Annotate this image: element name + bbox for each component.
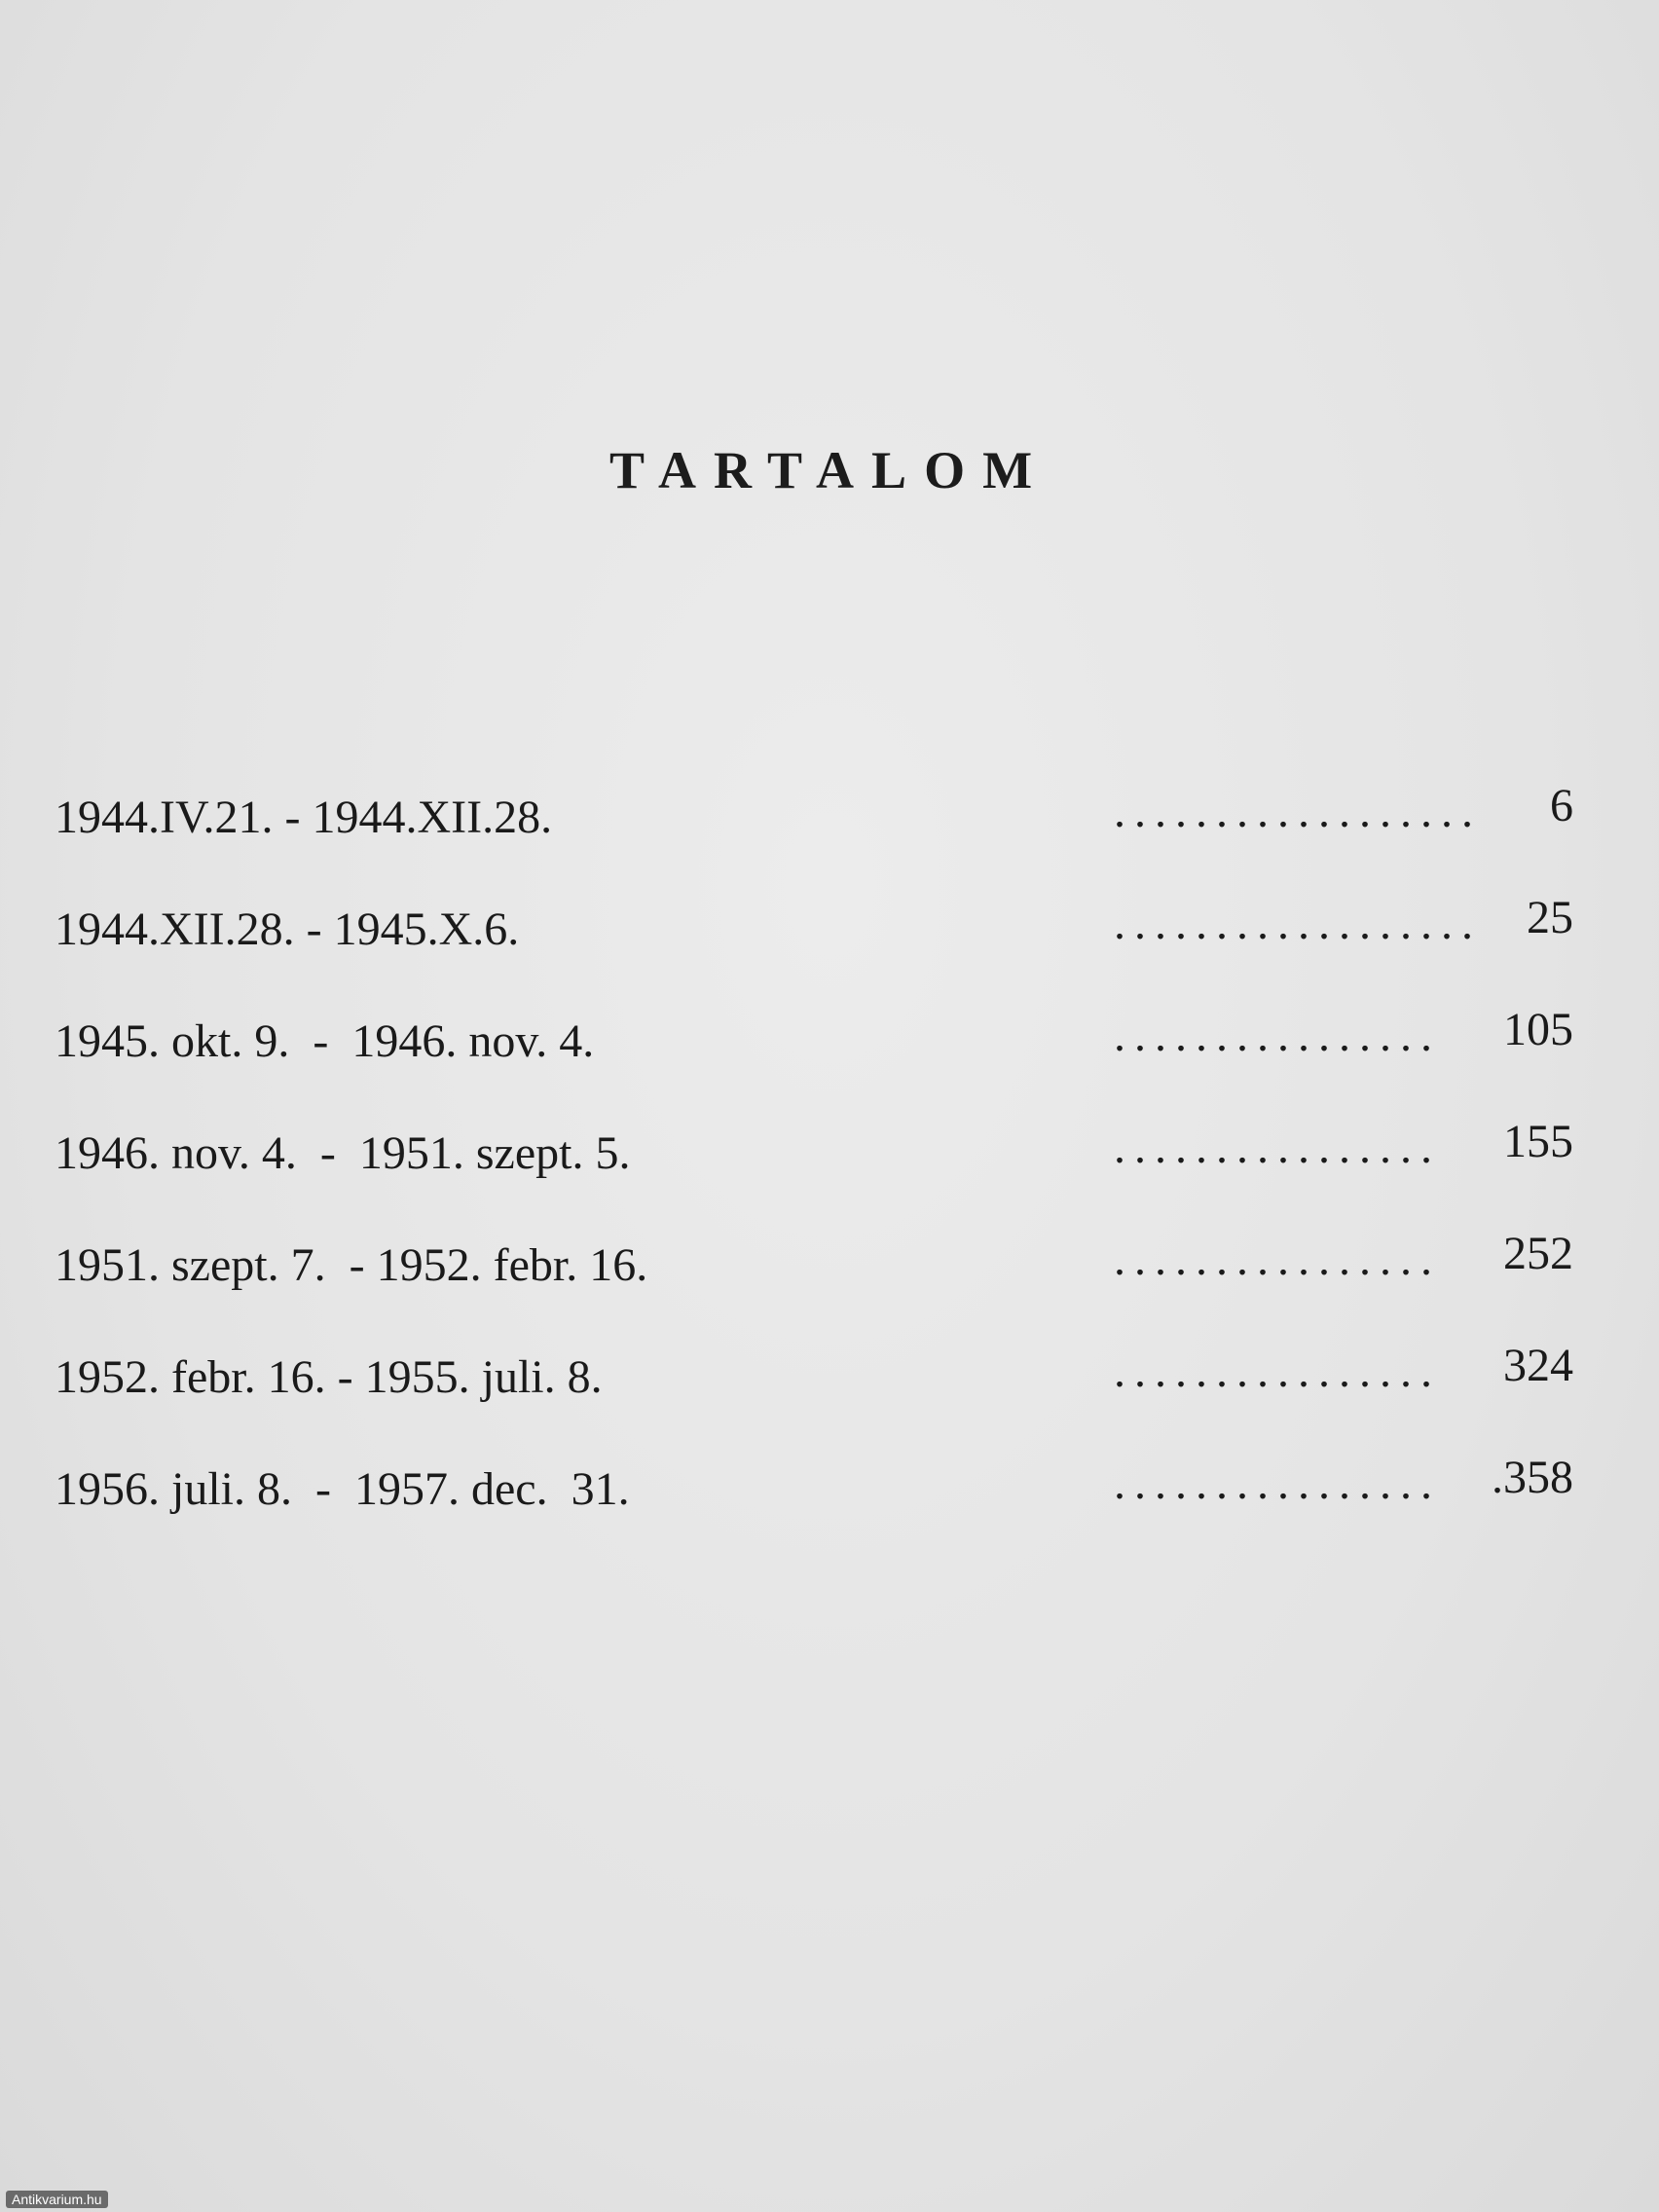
toc-leader-dots: ................ [1114, 1122, 1441, 1173]
toc-entry-label: 1952. febr. 16. - 1955. juli. 8. [55, 1351, 603, 1403]
toc-page-number: .358 [1492, 1452, 1573, 1503]
toc-leader-dots: .................. [1114, 898, 1482, 949]
page-title: TARTALOM [608, 441, 1051, 499]
toc-entry-label: 1944.IV.21. - 1944.XII.28. [55, 792, 553, 843]
toc-page-number: 6 [1550, 780, 1573, 831]
toc-page-number: 155 [1503, 1116, 1573, 1167]
toc-entry [55, 1340, 1573, 1460]
toc-entry-label: 1956. juli. 8. - 1957. dec. 31. [55, 1463, 630, 1515]
toc-entry-label: 1946. nov. 4. - 1951. szept. 5. [55, 1127, 631, 1179]
toc-page-number: 252 [1503, 1228, 1573, 1279]
toc-entry [55, 780, 1573, 901]
toc-page-number: 25 [1527, 892, 1573, 943]
toc-entry [55, 1452, 1573, 1572]
toc-leader-dots: ................ [1114, 1234, 1441, 1285]
toc-entry-label: 1951. szept. 7. - 1952. febr. 16. [55, 1239, 648, 1291]
toc-leader-dots: ................ [1114, 1457, 1441, 1509]
table-of-contents [55, 780, 1573, 1572]
toc-leader-dots: ................ [1114, 1346, 1441, 1397]
toc-entry-label: 1945. okt. 9. - 1946. nov. 4. [55, 1015, 595, 1067]
toc-entry [55, 1004, 1573, 1124]
toc-entry [55, 1228, 1573, 1348]
toc-page-number: 324 [1503, 1340, 1573, 1391]
watermark-label: Antikvarium.hu [6, 2191, 108, 2208]
toc-leader-dots: ................ [1114, 1010, 1441, 1061]
toc-entry [55, 1116, 1573, 1236]
toc-page-number: 105 [1503, 1004, 1573, 1055]
toc-entry-label: 1944.XII.28. - 1945.X.6. [55, 903, 520, 955]
toc-entry [55, 892, 1573, 1013]
toc-leader-dots: .................. [1114, 786, 1482, 837]
